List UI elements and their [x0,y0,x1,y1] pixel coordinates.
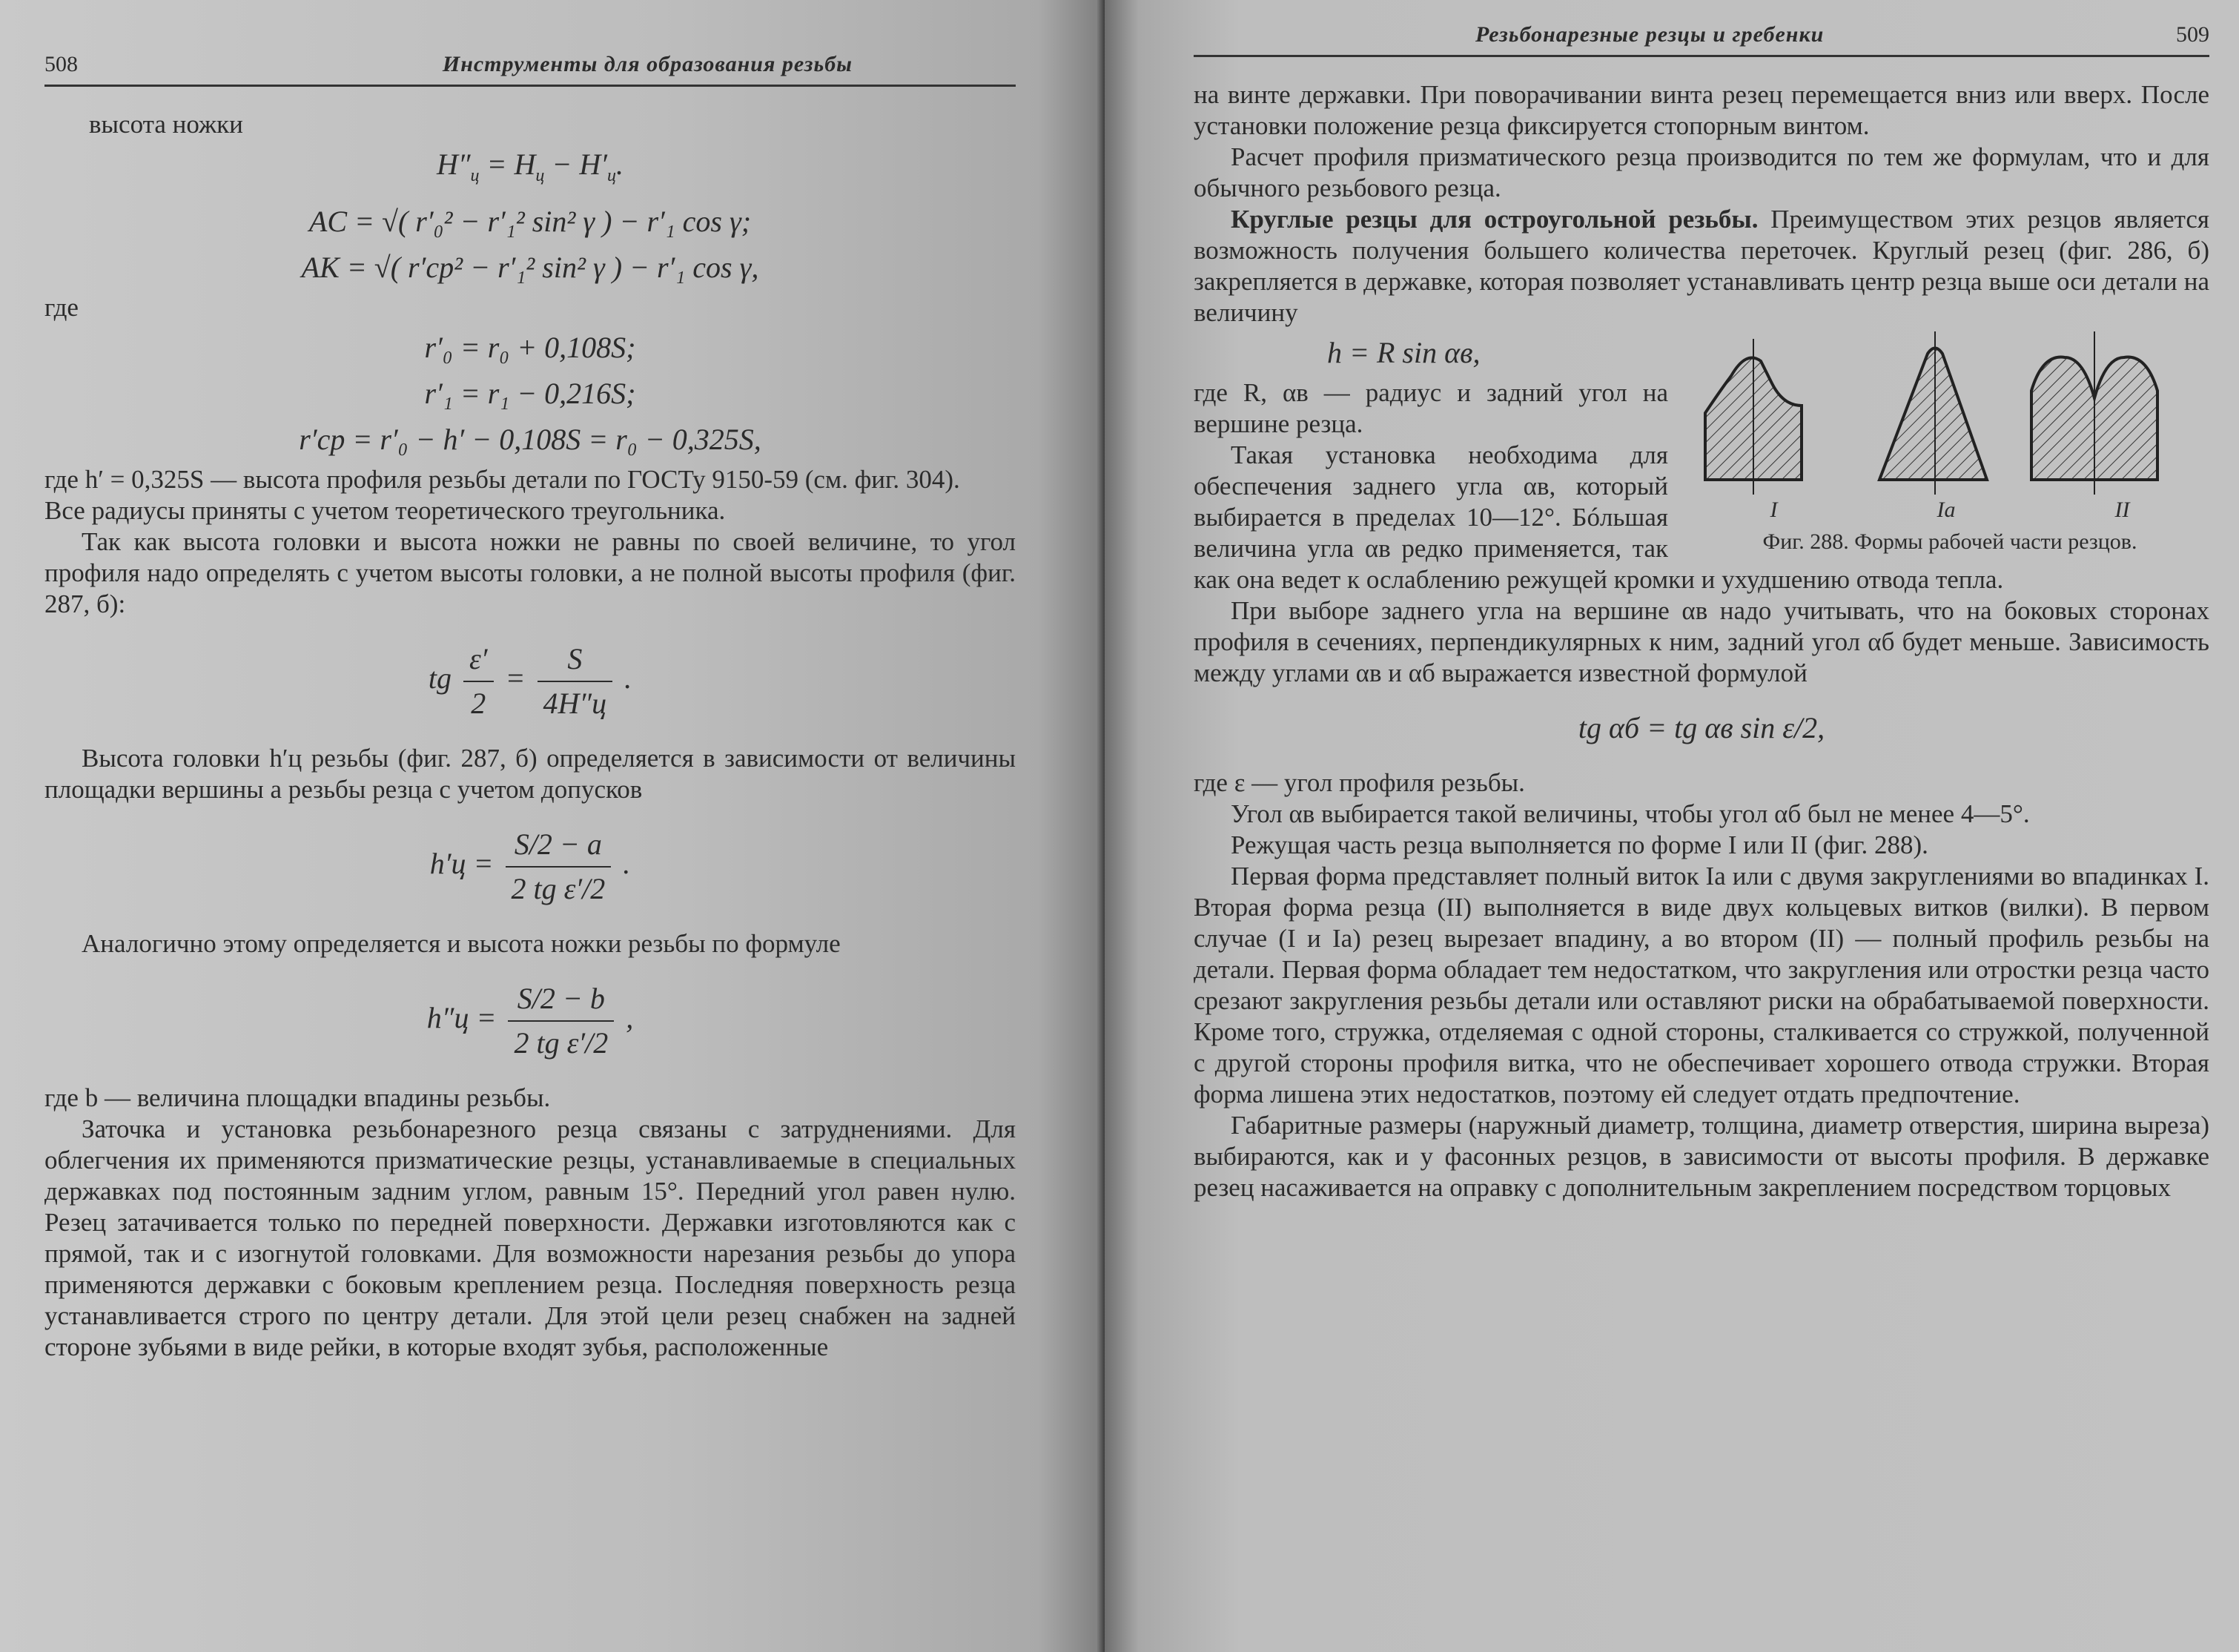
epsilon-definition: где ε — угол профиля резьбы. [1194,768,1525,797]
sharpening-paragraph: Заточка и установка резьбонарезного резца связаны с затруднениями. Для облегчения их применяются призматические резцы, устанавливаемые в специальных державках под постоянным задним углом, равным 15°. Передний угол равен нулю. Резец затачивается только по передней поверхности. Державки изготовляются как с прямой, так и с изогнутой головками. Для возможности нарезания резьбы до упора применяются державки с боковым креплением резца. Последняя поверхность резца устанавливается строго по центру детали. Для этой цели резец снабжен на задней стороне зубьями в виде рейки, в которые входят зубья, расположенные [44,1114,1016,1361]
eq-ac: AC = √( r′₀² − r′₁² sin² γ ) − r′₁ cos γ; [308,205,752,238]
figure-labels [1690,498,2209,523]
left-page-number: 508 [44,52,78,76]
calc-paragraph: Расчет профиля призматического резца производится по тем же формулам, что и для обычного резьбового резца. [1194,142,2209,202]
right-page [1105,0,2239,1652]
eq-r1: r′₁ = r₁ − 0,216S; [424,377,636,410]
h-definition: где h′ = 0,325S — высота профиля резьбы детали по ГОСТу 9150-59 (см. фиг. 304). [44,465,960,494]
round-cutters-paragraph [1194,204,2209,328]
eq-leg-height-formula: h″ц = $\frac{S/2 - b}{\text{2 tg ε′/2}}$ , [44,977,1016,1065]
left-page [0,0,1105,1652]
fig-label-Ia: Ia [1937,498,1956,522]
eq-tg-alpha: tg αб = tg αв sin ε/2, [1578,711,1825,744]
figure-caption: Фиг. 288. Формы рабочей части резцов. [1762,529,2137,554]
similarly-paragraph: Аналогично этому определяется и высота ножки резьбы по формуле [82,929,841,958]
radii-paragraph: Все радиусы приняты с учетом теоретического треугольника. [44,496,726,525]
left-running-head [44,52,1016,87]
right-running-title: Резьбонарезные резцы и гребенки [1475,22,1825,47]
eq-leg-height: $H''_ц = H_ц - H'_ц$. [436,148,624,185]
right-page-number: 509 [2176,22,2209,47]
profile-I-shape [1705,339,1802,495]
cutting-part-paragraph: Режущая часть резца выполняется по форме I или II (фиг. 288). [1231,830,1928,859]
dimensions-paragraph: Габаритные размеры (наружный диаметр, толщина, диаметр отверстия, ширина выреза) выбираются, как и у фасонных резцов, в зависимости от высоты профиля. В державке резец насаживается на оправку с дополнительным закреплением посредством торцовых [1194,1111,2209,1202]
eq-head-height: h′ц = $\frac{S/2 - a}{\text{2 tg ε′/2}}$ . [44,823,1016,911]
figure-288 [1690,331,2209,555]
eq-r0: r′₀ = r₀ + 0,108S; [424,331,636,364]
fig-label-I: I [1770,498,1778,522]
eq-tg-epsilon: tg $\frac{\varepsilon'}{2}$ = $\frac{S}{4H''ц}$ . [44,638,1016,725]
fig-label-II: II [2114,498,2130,522]
where-label-1: где [44,293,79,322]
profile-Ia-shape [1879,331,1987,495]
eq-rcp: r′ср = r′₀ − h′ − 0,108S = r₀ − 0,325S, [299,423,761,456]
profile-II-shape [2031,331,2157,495]
head-height-paragraph: Высота головки h′ц резьбы (фиг. 287, б) определяется в зависимости от величины площадки вершины a резьбы резца с учетом допусков [44,744,1016,804]
where-r-paragraph: где R, αв — радиус и задний угол на вершине резца. [1194,378,1668,438]
choice-paragraph: При выборе заднего угла на вершине αв надо учитывать, что на боковых сторонах профиля в сечениях, перпендикулярных к ним, задний угол αб будет меньше. Зависимость между углами αв и αб выражается известной формулой [1194,596,2209,687]
continuation-paragraph: на винте державки. При поворачивании винта резец перемещается вниз или вверх. После установки положение резца фиксируется стопорным винтом. [1194,80,2209,140]
profile-angle-paragraph: Так как высота головки и высота ножки не равны по своей величине, то угол профиля надо определять с учетом высоты головки, а не полной высоты профиля (фиг. 287, б): [44,527,1016,618]
left-running-title: Инструменты для образования резьбы [442,52,853,76]
leg-height-label: высота ножки [89,110,243,139]
eq-ak: AK = √( r′ср² − r′₁² sin² γ ) − r′₁ cos γ, [301,251,759,284]
figure-block [1194,331,2209,595]
cutter-profiles-drawing [1690,331,2209,502]
b-definition: где b — величина площадки впадины резьбы. [44,1083,551,1112]
install-paragraph: Такая установка необходима для обеспечения заднего угла αв, который выбирается в пределах 10—12°. Бóльшая величина угла αв редко применяется, так как она ведет к ослаблению режущей кромки и ухудшению отвода тепла. [1194,440,2004,594]
round-cutters-heading: Круглые резцы для остроугольной резьбы. [1231,205,1759,234]
round-cutters-text: Преимуществом этих резцов является возможность получения большего количества переточек. Круглый резец (фиг. 286, б) закрепляется в державке, которая позволяет устанавливать центр резца выше оси детали на величину [1194,205,2209,327]
angle-selection-paragraph: Угол αв выбирается такой величины, чтобы угол αб был не менее 4—5°. [1231,799,2030,828]
first-form-paragraph: Первая форма представляет полный виток Ia или с двумя закруглениями во впадинках I. Вторая форма резца (II) выполняется в виде двух кольцевых витков (вилки). В первом случае (I и Ia) резец вырезает впадину, а во втором (II) — полный профиль резьбы на детали. Первая форма обладает тем недостатком, что закругления или отростки резца часто срезают закругления резьбы детали или оставляют риски на обрабатываемой поверхности. Кроме того, стружка, отделяемая с одной стороны, сталкивается со стружкой, полученной с другой стороны профиля витка, что не обеспечивает хорошего отвода стружки. Вторая форма лишена этих недостатков, поэтому ей следует отдать предпочтение. [1194,862,2209,1109]
eq-h-r-sin: h = R sin αв, [1327,336,1481,369]
right-running-head [1194,22,2209,57]
